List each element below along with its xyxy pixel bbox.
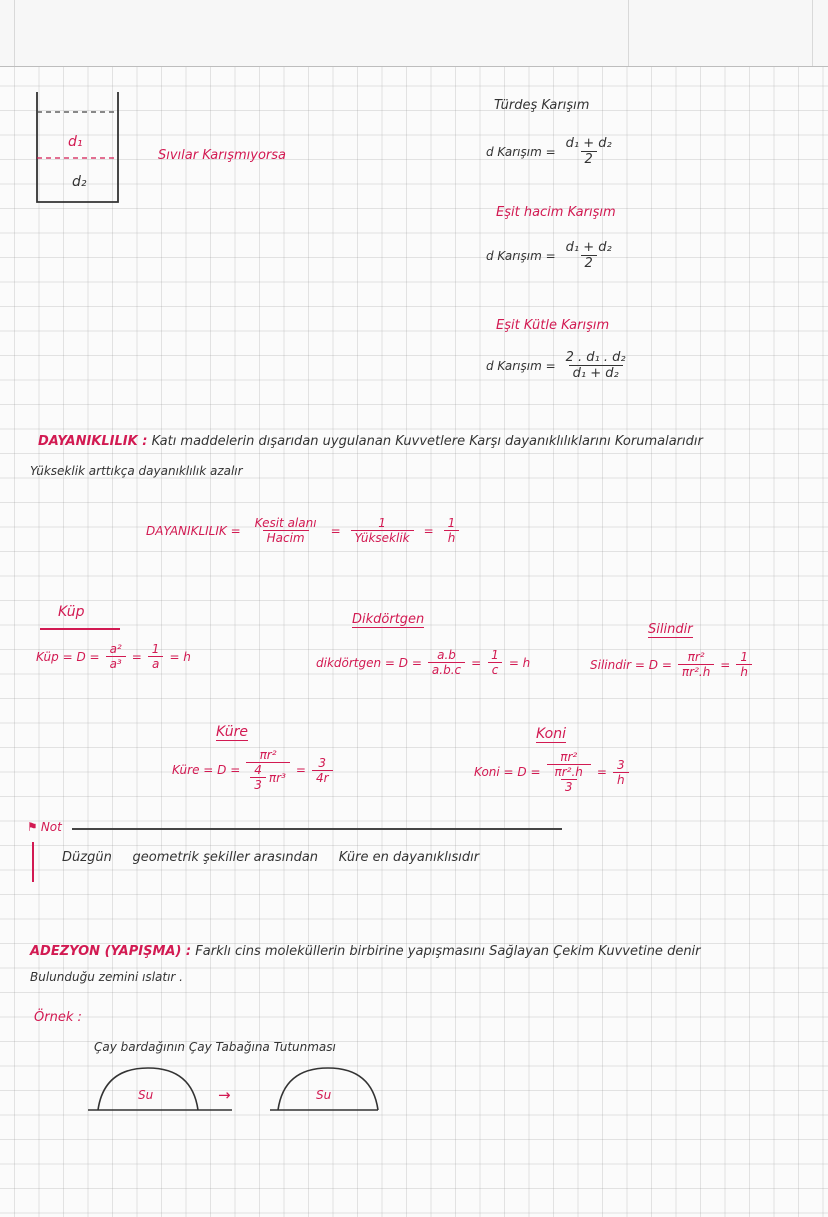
note-label-text: Not [40, 820, 62, 834]
cone-result-numerator: 3 [616, 757, 625, 772]
adhesion-term: ADEZYON (YAPIŞMA) : [30, 944, 192, 959]
adhesion-line2: Bulunduğu zemini ıslatır . [30, 970, 183, 984]
sphere-den-volume: πr³ [268, 770, 286, 785]
note-top-rule [72, 828, 562, 830]
durability-definition [38, 434, 703, 449]
drop1-label: Su [138, 1088, 154, 1102]
sphere-eq: = [295, 763, 306, 777]
homogeneous-title: Türdeş Karışım [494, 98, 590, 113]
homogeneous-formula [486, 136, 616, 167]
immiscible-condition: Sıvılar Karışmıyorsa [158, 148, 286, 163]
durability-formula [146, 516, 459, 545]
drop2-label: Su [316, 1088, 332, 1102]
cone-eq: = [596, 765, 607, 779]
prism-result-numerator: 1 [491, 648, 499, 662]
cone-fraction [547, 750, 591, 794]
homogeneous-numerator: d₁ + d₂ [565, 136, 612, 151]
note-text-c: Küre en dayanıklısıdır [338, 850, 480, 865]
equal-mass-fraction [562, 350, 630, 381]
arrow-icon: → [218, 1086, 231, 1104]
equal-mass-formula [486, 350, 630, 381]
sphere-formula [172, 748, 333, 792]
prism-title: Dikdörtgen [352, 612, 425, 627]
cylinder-eq: = [720, 657, 731, 672]
prism-fraction [428, 648, 465, 677]
durability-eq-2: = [423, 523, 434, 538]
durability-f2-numerator: 1 [378, 516, 386, 530]
prism-tail: = h [508, 655, 531, 670]
equal-mass-denominator: d₁ + d₂ [569, 365, 623, 381]
durability-f1-numerator: Kesit alanı [254, 516, 317, 530]
layer-d2-label: d₂ [72, 174, 87, 190]
equal-volume-fraction [562, 240, 616, 271]
note-text-a: Düzgün [62, 850, 112, 865]
cone-numerator: πr² [560, 750, 578, 764]
sphere-numerator: πr² [259, 748, 277, 762]
durability-f3-numerator: 1 [447, 516, 456, 530]
cube-result-denominator: a [148, 656, 163, 671]
sphere-result-denominator: 4r [312, 770, 333, 785]
durability-f1-denominator: Hacim [263, 530, 309, 545]
durability-fraction-3 [444, 516, 460, 545]
durability-formula-lhs: DAYANIKLILIK = [146, 523, 241, 538]
cube-tail: = h [169, 649, 191, 664]
cylinder-result-denominator: h [736, 664, 752, 679]
durability-f3-denominator: h [444, 530, 460, 545]
sphere-denominator-coefficient [250, 763, 266, 792]
cube-result-fraction [148, 642, 164, 671]
homogeneous-fraction [562, 136, 616, 167]
homogeneous-denominator: 2 [581, 151, 597, 167]
sphere-denominator [246, 762, 290, 792]
prism-denominator: a.b.c [428, 662, 465, 677]
cylinder-result-numerator: 1 [740, 650, 748, 664]
durability-line2: Yükseklik arttıkça dayanıklılık azalır [30, 464, 243, 478]
sphere-result-numerator: 3 [318, 755, 327, 770]
cone-denominator [547, 764, 591, 794]
equal-volume-denominator: 2 [581, 255, 597, 271]
cone-den-bottom: 3 [561, 779, 577, 794]
cube-denominator: a³ [106, 656, 126, 671]
cone-formula [474, 750, 629, 794]
cube-lhs: Küp = D = [36, 649, 100, 664]
prism-lhs: dikdörtgen = D = [316, 655, 422, 670]
cone-lhs: Koni = D = [474, 765, 541, 779]
cone-denominator-fraction [551, 765, 587, 794]
cylinder-denominator: πr².h [678, 664, 714, 679]
note-left-rule [32, 842, 34, 882]
sphere-den-coefficient-bottom: 3 [250, 777, 266, 792]
equal-mass-title: Eşit Kütle Karışım [496, 318, 610, 333]
adhesion-definition [30, 944, 701, 959]
cube-fraction [106, 642, 126, 671]
note-text-b: geometrik şekiller arasından [132, 850, 319, 865]
prism-eq: = [471, 655, 482, 670]
cube-title: Küp [58, 604, 85, 620]
cylinder-lhs: Silindir = D = [590, 657, 672, 672]
cube-formula [36, 642, 191, 671]
note-flag-icon: ⚑ [28, 820, 37, 834]
cone-title: Koni [536, 726, 567, 742]
cylinder-formula [590, 650, 752, 679]
cylinder-title: Silindir [648, 622, 693, 637]
durability-fraction-2 [351, 516, 414, 545]
sphere-result-fraction [312, 756, 333, 785]
sphere-den-coefficient-top: 4 [254, 763, 262, 777]
cube-eq: = [131, 649, 142, 664]
equal-volume-lhs: d Karışım = [486, 248, 556, 263]
equal-mass-lhs: d Karışım = [486, 358, 556, 373]
equal-volume-title: Eşit hacim Karışım [496, 205, 616, 220]
cone-result-fraction [613, 758, 629, 787]
cylinder-result-fraction [736, 650, 752, 679]
page-header-band [0, 0, 828, 67]
layer-d1-label: d₁ [68, 134, 83, 150]
durability-eq-1: = [330, 523, 341, 538]
cone-den-top: πr².h [554, 765, 583, 779]
durability-term: DAYANIKLILIK : [38, 434, 148, 449]
cylinder-fraction [678, 650, 714, 679]
durability-fraction-1 [251, 516, 321, 545]
sphere-lhs: Küre = D = [172, 763, 241, 777]
prism-formula [316, 648, 530, 677]
sphere-fraction [246, 748, 290, 792]
cube-result-numerator: 1 [151, 642, 160, 656]
equal-volume-formula [486, 240, 616, 271]
note-label [28, 820, 62, 834]
prism-numerator: a.b [437, 648, 456, 662]
drop-on-plate-diagram [82, 1060, 382, 1120]
example-text: Çay bardağının Çay Tabağına Tutunması [94, 1040, 336, 1054]
example-label: Örnek : [34, 1010, 82, 1025]
equal-volume-numerator: d₁ + d₂ [565, 240, 612, 255]
cylinder-numerator: πr² [687, 650, 705, 664]
cube-numerator: a² [109, 642, 122, 656]
prism-result-fraction [487, 648, 503, 677]
adhesion-definition-text: Farklı cins moleküllerin birbirine yapışmasını Sağlayan Çekim Kuvvetine denir [195, 944, 701, 959]
sphere-title: Küre [216, 724, 249, 740]
homogeneous-lhs: d Karışım = [486, 144, 556, 159]
prism-result-denominator: c [488, 662, 503, 677]
cone-result-denominator: h [613, 772, 629, 787]
note-text [62, 850, 479, 865]
durability-f2-denominator: Yükseklik [351, 530, 414, 545]
equal-mass-numerator: 2 . d₁ . d₂ [565, 350, 626, 365]
cube-title-underline [40, 628, 120, 630]
durability-definition-text: Katı maddelerin dışarıdan uygulanan Kuvvetlere Karşı dayanıklılıklarını Korumalarıdır [151, 434, 703, 449]
